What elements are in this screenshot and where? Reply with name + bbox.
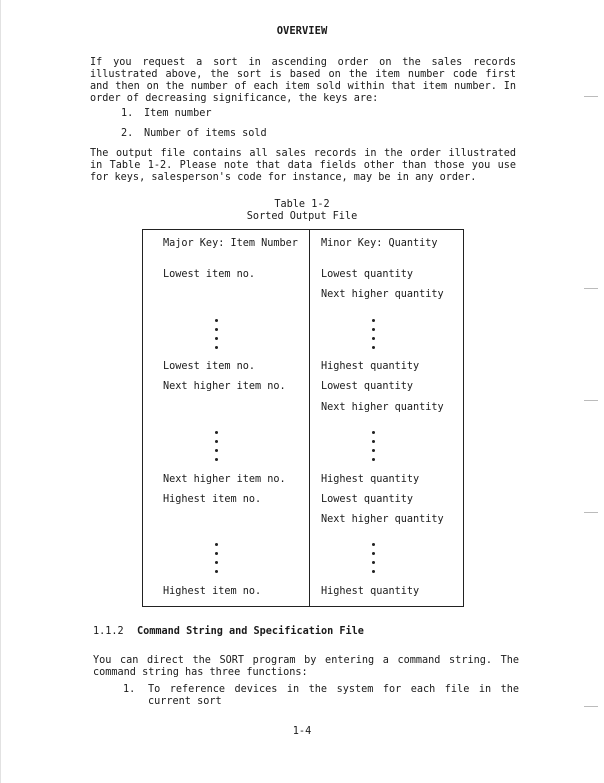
sorted-output-table: [142, 229, 464, 607]
table-subtitle: Sorted Output File: [246, 211, 358, 222]
col2-cell: Highest quantity: [321, 586, 420, 597]
col2-cell: Highest quantity: [321, 474, 420, 485]
ellipsis-dot: [215, 346, 218, 349]
col1-cell: Next higher item no.: [163, 381, 286, 392]
col1-header: Major Key: Item Number: [163, 238, 298, 249]
ellipsis-dot: [372, 449, 375, 452]
col1-cell: Next higher item no.: [163, 474, 286, 485]
col2-cell: Highest quantity: [321, 361, 420, 372]
list-item: [121, 128, 267, 140]
col1-cell: Highest item no.: [163, 494, 262, 505]
ellipsis-dot: [372, 458, 375, 461]
margin-mark: [584, 400, 598, 401]
list-text: To reference devices in the system for each file in the current sort: [148, 684, 526, 707]
ellipsis-dot: [372, 561, 375, 564]
ellipsis-dot: [372, 440, 375, 443]
ellipsis-dot: [372, 570, 375, 573]
ellipsis-dot: [372, 337, 375, 340]
page-header: OVERVIEW: [276, 25, 328, 37]
col2-header: Minor Key: Quantity: [321, 238, 438, 249]
table-caption: [0, 199, 604, 223]
ellipsis-dot: [372, 328, 375, 331]
list-item: [121, 108, 211, 120]
ellipsis-dot: [372, 552, 375, 555]
margin-mark: [584, 706, 598, 707]
col1-cell: Lowest item no.: [163, 269, 256, 280]
scan-edge: [0, 0, 1, 783]
ellipsis-dot: [215, 561, 218, 564]
col1-cell: Highest item no.: [163, 586, 262, 597]
list-number: 1.: [121, 108, 134, 119]
list-number: 2.: [121, 128, 134, 139]
ellipsis-dot: [372, 319, 375, 322]
section-title: Command String and Specification File: [137, 626, 364, 637]
ellipsis-dot: [215, 458, 218, 461]
column-divider: [309, 230, 310, 606]
col2-cell: Lowest quantity: [321, 381, 414, 392]
ellipsis-dot: [215, 449, 218, 452]
ellipsis-dot: [215, 570, 218, 573]
ellipsis-dot: [215, 543, 218, 546]
list-number: 1.: [123, 684, 136, 695]
list-text: Number of items sold: [144, 128, 267, 139]
col2-cell: Lowest quantity: [321, 494, 414, 505]
list-text: Item number: [144, 108, 212, 119]
col2-cell: Lowest quantity: [321, 269, 414, 280]
ellipsis-dot: [215, 440, 218, 443]
margin-mark: [584, 288, 598, 289]
ellipsis-dot: [215, 337, 218, 340]
ellipsis-dot: [372, 346, 375, 349]
col1-cell: Lowest item no.: [163, 361, 256, 372]
col2-cell: Next higher quantity: [321, 514, 444, 525]
command-paragraph: You can direct the SORT program by entering a command string. The command string has three functions:: [93, 655, 526, 678]
margin-mark: [584, 96, 598, 97]
page-number: 1-4: [292, 726, 312, 737]
ellipsis-dot: [372, 543, 375, 546]
col2-cell: Next higher quantity: [321, 289, 444, 300]
section-number: 1.1.2: [93, 626, 124, 637]
margin-mark: [584, 512, 598, 513]
ellipsis-dot: [215, 328, 218, 331]
ellipsis-dot: [215, 319, 218, 322]
table-title: Table 1-2: [274, 199, 330, 210]
ellipsis-dot: [215, 431, 218, 434]
ellipsis-dot: [372, 431, 375, 434]
col2-cell: Next higher quantity: [321, 402, 444, 413]
ellipsis-dot: [215, 552, 218, 555]
section-heading: [93, 626, 364, 638]
intro-paragraph: If you request a sort in ascending order on the sales records illustrated above, the sort is based on the item number code first and then on the number of each item sold within that item number. In order of decreasing significance, the keys are:: [90, 57, 523, 104]
output-paragraph: The output file contains all sales records in the order illustrated in Table 1-2. Please note that data fields other than those you use for keys, salesperson's code for instance, may be in any order.: [90, 148, 523, 183]
